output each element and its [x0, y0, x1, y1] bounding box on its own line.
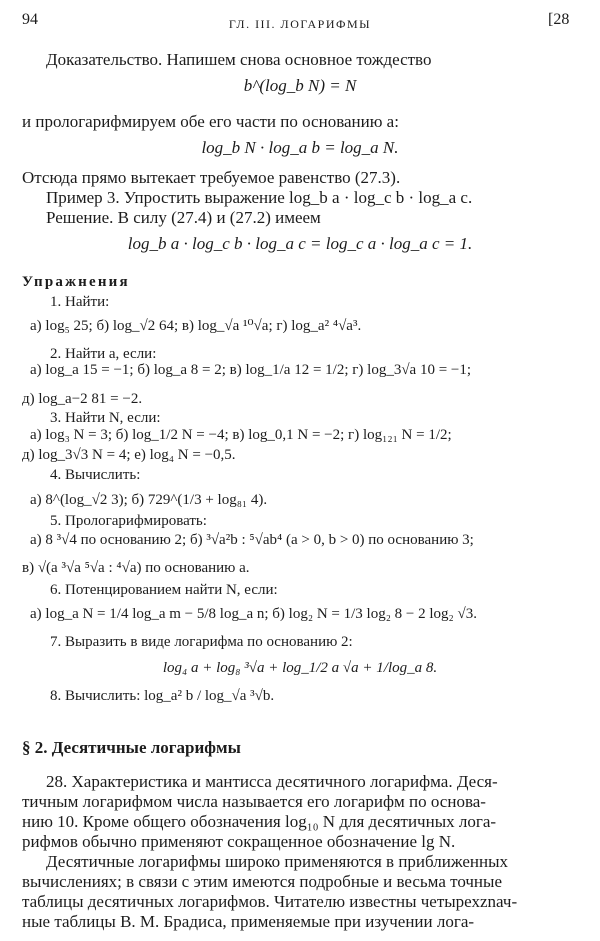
exercise-line: 7. Выразить в виде логарифма по основанию 2: [50, 634, 353, 650]
paragraph-line: рифмов обычно применяют сокращенное обозначение lg N. [22, 832, 456, 851]
proof-equation: log_b N · log_a b = log_a N. [201, 138, 399, 157]
example-line-2: Решение. В силу (27.4) и (27.2) имеем [46, 208, 321, 227]
exercise-line: а) log_a 15 = −1; б) log_a 8 = 2; в) log_1/a 12 = 1/2; г) log_3√a 10 = −1; [30, 362, 472, 378]
identity-formula: b^(log_b N) = N [243, 76, 357, 95]
exercise-line: 5. Прологарифмировать: [50, 513, 207, 529]
proof-line-2: и прологарифмируем обе его части по основанию a: [22, 112, 399, 131]
example-line-1: Пример 3. Упростить выражение log_b a · log_c b · log_a c. [46, 188, 473, 207]
paragraph-line: 28. Характеристика и мантисса десятичного логарифма. Деся- [46, 772, 498, 791]
exercise-line: а) log₃ N = 3; б) log_1/2 N = −4; в) log_0,1 N = −2; г) log₁₂₁ N = 1/2; [30, 427, 452, 443]
page-number: 94 [22, 11, 38, 28]
paragraph-line: тичным логарифмом числа называется его логарифм по основа- [22, 792, 486, 811]
exercise-line: д) log_3√3 N = 4; е) log₄ N = −0,5. [22, 447, 236, 463]
paragraph-line: нию 10. Кроме общего обозначения log₁₀ N для десятичных лога- [22, 812, 497, 831]
exercise-line: 2. Найти a, если: [50, 346, 157, 362]
exercise-line: а) log₅ 25; б) log_√2 64; в) log_√a ¹⁰√a; г) log_a² ⁴√a³. [30, 318, 362, 334]
paragraph-line: вычислениях; в связи с этим имеются подробные и весьма точные [22, 872, 503, 891]
paragraph-line: таблицы десятичных логарифмов. Читателю известны четырехznач- [22, 892, 518, 911]
section-title: § 2. Десятичные логарифмы [22, 738, 241, 757]
exercise-line: а) 8^(log_√2 3); б) 729^(1/3 + log₈₁ 4). [30, 492, 268, 508]
exercise-line: в) √(a ³√a ⁵√a : ⁴√a) по основанию a. [22, 560, 250, 576]
exercises-title: Упражнения [22, 274, 130, 290]
paragraph-line: Десятичные логарифмы широко применяются в приближенных [46, 852, 509, 871]
exercise-line: 4. Вычислить: [50, 467, 141, 483]
paragraph-line: ные таблицы В. М. Брадиса, применяемые при изучении лога- [22, 912, 475, 931]
proof-line-1: Доказательство. Напишем снова основное тождество [46, 50, 432, 69]
exercise-line: 1. Найти: [50, 294, 110, 310]
exercise-line: а) 8 ³√4 по основанию 2; б) ³√a²b : ⁵√ab⁴ (a > 0, b > 0) по основанию 3; [30, 532, 474, 548]
exercise-line: 8. Вычислить: log_a² b / log_√a ³√b. [50, 688, 275, 704]
running-title: ГЛ. III. ЛОГАРИФМЫ [228, 17, 372, 31]
example-equation: log_b a · log_c b · log_a c = log_c a · log_a c = 1. [127, 234, 473, 253]
exercise-line: 3. Найти N, если: [50, 410, 161, 426]
section-mark: [28 [548, 11, 570, 28]
exercise-line: 6. Потенцированием найти N, если: [50, 582, 278, 598]
proof-line-3: Отсюда прямо вытекает требуемое равенство (27.3). [22, 168, 401, 187]
exercise-line: log₄ a + log₈ ³√a + log_1/2 a √a + 1/log_a 8. [162, 660, 438, 676]
exercise-line: д) log_a−2 81 = −2. [22, 391, 143, 407]
exercise-line: а) log_a N = 1/4 log_a m − 5/8 log_a n; б) log₂ N = 1/3 log₂ 8 − 2 log₂ √3. [30, 606, 478, 622]
